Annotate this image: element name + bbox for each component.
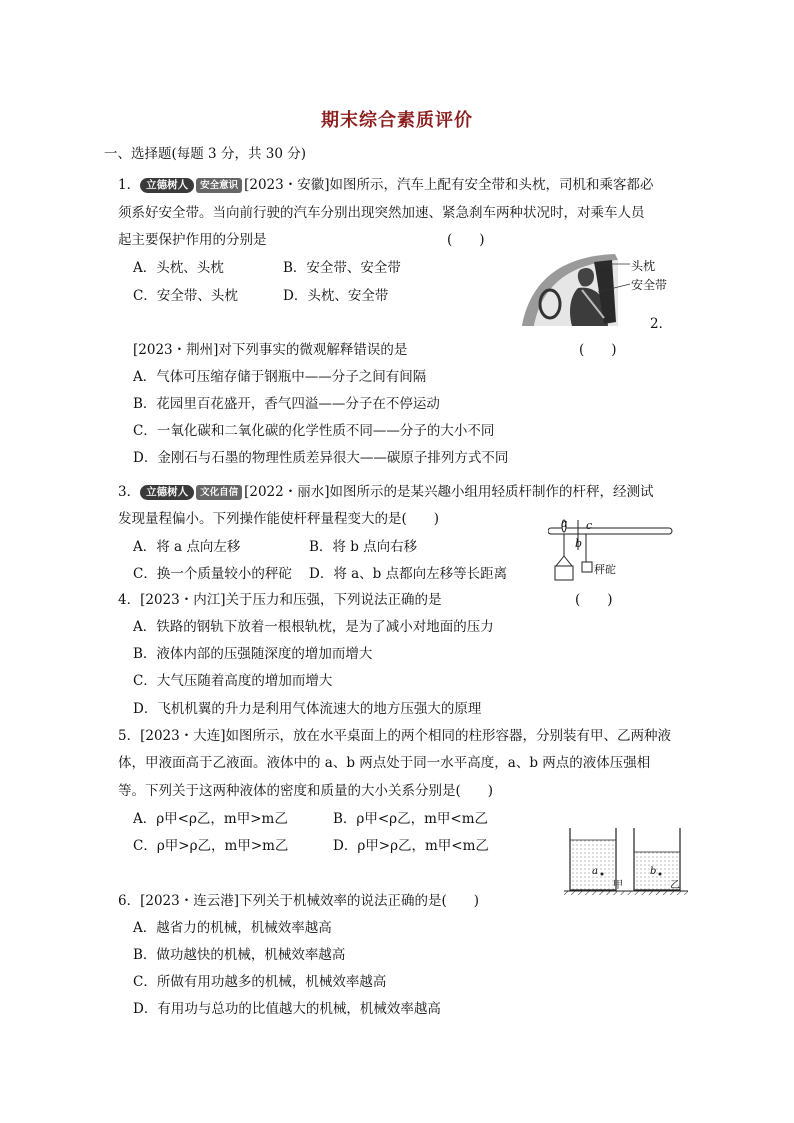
option-a: A．ρ甲<ρ乙，m甲>m乙 [133, 811, 288, 827]
option-d: D．金刚石与石墨的物理性质差异很大——碳原子排列方式不同 [133, 450, 509, 466]
option-a: A．铁路的钢轨下放着一根根轨枕，是为了减小对地面的压力 [133, 619, 494, 635]
question-number: 5． [118, 728, 141, 744]
question-text: [2023・内江]关于压力和压强，下列说法正确的是 [140, 592, 442, 608]
answer-paren: ( ) [447, 232, 485, 248]
option-c: C．安全带、头枕 [133, 288, 238, 304]
answer-paren: ( ) [579, 342, 617, 358]
option-a: A．越省力的机械，机械效率越高 [133, 920, 332, 936]
option-c: C．换一个质量较小的秤砣 [133, 566, 292, 582]
label-seatbelt: 安全带 [631, 278, 668, 292]
question-text: [2023・连云港]下列关于机械效率的说法正确的是( ) [140, 893, 480, 909]
label-a: a [592, 866, 598, 877]
question-text: [2023・安徽]如图所示，汽车上配有安全带和头枕，司机和乘客都必 [244, 177, 654, 193]
option-c: C．ρ甲>ρ乙，m甲>m乙 [133, 838, 289, 854]
table-surface [564, 891, 688, 895]
option-b: B．安全带、安全带 [283, 260, 401, 276]
option-b: B．将 b 点向右移 [309, 539, 418, 555]
option-d: D．将 a、b 点都向左移等长距离 [309, 566, 508, 582]
option-a: A．将 a 点向左移 [133, 539, 241, 555]
label-b: b [575, 537, 583, 550]
label-yi: 乙 [670, 880, 680, 891]
label-a: a [561, 517, 568, 530]
option-b: B．花园里百花盛开，香气四溢——分子在不停运动 [133, 396, 440, 412]
label-headrest: 头枕 [631, 259, 656, 273]
question-text: [2023・大连]如图所示，放在水平桌面上的两个相同的柱形容器，分别装有甲、乙两种液 [140, 728, 671, 744]
option-b: B．ρ甲<ρ乙，m甲<m乙 [333, 811, 489, 827]
question-5-line-3: 等。下列关于这两种液体的密度和质量的大小关系分别是( ) [118, 783, 494, 799]
section-heading: 一、选择题(每题 3 分，共 30 分) [104, 146, 306, 162]
option-b: B．做功越快的机械，机械效率越高 [133, 947, 346, 963]
question-3-line-2: 发现量程偏小。下列操作能使杆秤量程变大的是( ) [118, 511, 440, 527]
weight-pan [555, 566, 573, 580]
label-counterweight: 秤砣 [594, 563, 616, 576]
question-4-line-1 [118, 588, 441, 608]
badge-lide: 立德树人 [140, 178, 194, 193]
answer-paren: ( ) [575, 592, 613, 608]
option-d: D．ρ甲>ρ乙，m甲<m乙 [333, 838, 489, 854]
option-d: D．头枕、安全带 [283, 288, 389, 304]
badge-topic: 文化自信 [196, 485, 242, 500]
page-title: 期末综合素质评价 [321, 110, 473, 131]
question-3-line-1 [118, 480, 654, 501]
question-text: [2022・丽水]如图所示的是某兴趣小组用轻质杆制作的杆秤，经测试 [244, 484, 654, 500]
question-number: 3． [118, 484, 141, 500]
question-2-stem: [2023・荆州]对下列事实的微观解释错误的是 [133, 342, 408, 358]
question-6-line-1 [118, 889, 479, 909]
label-b: b [650, 866, 657, 877]
question-1-line-2: 须系好安全带。当向前行驶的汽车分别出现突然加速、紧急刹车两种状况时，对乘车人员 [118, 205, 645, 221]
question-1-line-3: 起主要保护作用的分别是 [118, 232, 267, 248]
question-number: 1． [118, 177, 141, 193]
option-a: A．头枕、头枕 [133, 260, 224, 276]
option-b: B．液体内部的压强随深度的增加而增大 [133, 646, 373, 662]
question-number: 6． [118, 893, 141, 909]
option-d: D．飞机机翼的升力是利用气体流速大的地方压强大的原理 [133, 701, 482, 717]
label-jia: 甲 [613, 880, 623, 891]
badge-lide: 立德树人 [140, 485, 194, 500]
question-number: 2． [650, 316, 673, 332]
label-c: c [586, 519, 593, 532]
option-a: A．气体可压缩存储于钢瓶中——分子之间有间隔 [133, 369, 427, 385]
badge-topic: 安全意识 [196, 178, 242, 193]
option-c: C．一氧化碳和二氧化碳的化学性质不同——分子的大小不同 [133, 423, 495, 439]
option-c: C．所做有用功越多的机械，机械效率越高 [133, 974, 387, 990]
question-number: 4． [118, 592, 141, 608]
option-d: D．有用功与总功的比值越大的机械，机械效率越高 [133, 1001, 441, 1017]
question-1-line-1 [118, 173, 654, 194]
counterweight [582, 562, 592, 572]
liquid-jia [570, 840, 616, 890]
question-5-line-1 [118, 724, 671, 744]
question-5-line-2: 体，甲液面高于乙液面。液体中的 a、b 两点处于同一水平高度，a、b 两点的液体压强相 [118, 755, 651, 771]
option-c: C．大气压随着高度的增加而增大 [133, 673, 333, 689]
